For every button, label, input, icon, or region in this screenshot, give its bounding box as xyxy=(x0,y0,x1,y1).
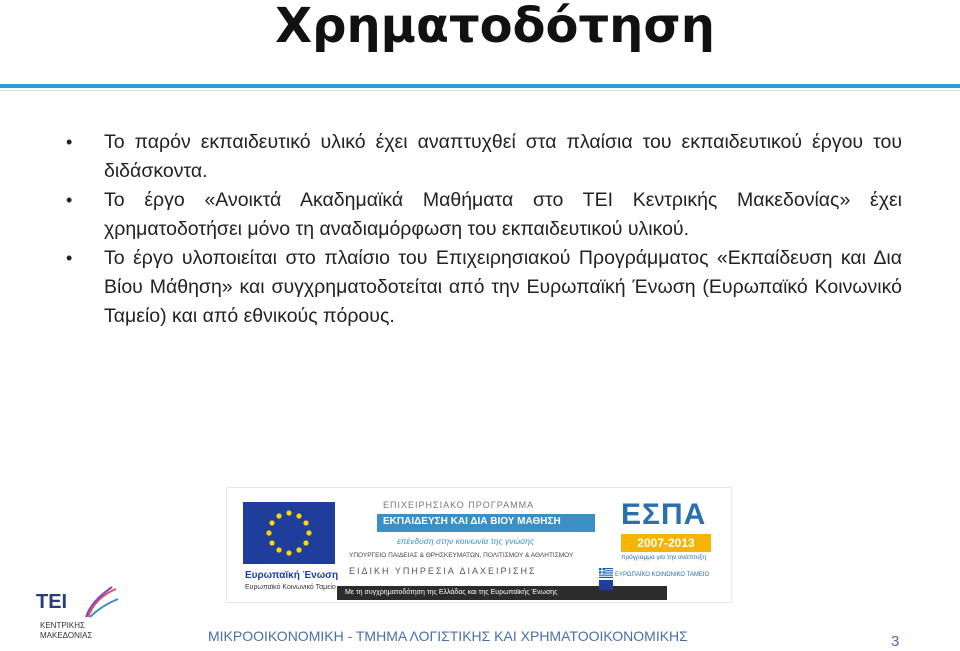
espa-fund: ΕΥΡΩΠΑΪΚΟ ΚΟΙΝΩΝΙΚΟ ΤΑΜΕΙΟ xyxy=(615,572,710,578)
title-divider xyxy=(0,84,960,88)
cofunding-bar: Με τη συγχρηματοδότηση της Ελλάδας και της Ευρωπαϊκής Ένωσης xyxy=(337,586,667,600)
bullet-text: Το έργο «Ανοικτά Ακαδημαϊκά Μαθήματα στο ΤΕΙ Κεντρικής Μακεδονίας» έχει χρηματοδοτήσει μόνο τη αναδιαμόρφωση του εκπαιδευτικού υλικού. xyxy=(104,189,902,240)
program-label: ΕΠΙΧΕΙΡΗΣΙΑΚΟ ΠΡΟΓΡΑΜΜΑ xyxy=(383,500,535,510)
eu-name: Ευρωπαϊκή Ένωση xyxy=(245,570,339,581)
bullet-icon: • xyxy=(66,132,73,152)
espa-logo: ΕΣΠΑ xyxy=(621,498,707,531)
tei-line2: ΜΑΚΕΔΟΝΙΑΣ xyxy=(40,631,93,640)
tei-mark: ΤΕΙ xyxy=(36,591,68,613)
eu-subtitle: Ευρωπαϊκό Κοινωνικό Ταμείο xyxy=(245,584,336,591)
eu-flag-icon xyxy=(243,502,335,564)
bullet-list xyxy=(66,128,902,331)
title-divider-thin xyxy=(0,90,960,91)
footer-text: ΜΙΚΡΟΟΙΚΟΝΟΜΙΚΗ - ΤΜΗΜΑ ΛΟΓΙΣΤΙΚΗΣ ΚΑΙ ΧΡΗΜΑΤΟΟΙΚΟΝΟΜΙΚΗΣ xyxy=(208,628,688,644)
ministry-text: ΥΠΟΥΡΓΕΙΟ ΠΑΙΔΕΙΑΣ & ΘΡΗΣΚΕΥΜΑΤΩΝ, ΠΟΛΙΤΙΣΜΟΥ & ΑΘΛΗΤΙΣΜΟΥ xyxy=(349,552,574,559)
tei-logo xyxy=(28,583,120,647)
bullet-text: Το έργο υλοποιείται στο πλαίσιο του Επιχειρησιακού Προγράμματος «Εκπαίδευση και Δια Βίου Μάθηση» και συγχρηματοδοτείται από την Ευρωπαϊκή Ένωση (Ευρωπαϊκό Κοινωνικό Ταμείο) και από εθνικούς πόρους. xyxy=(104,247,902,327)
bullet-text: Το παρόν εκπαιδευτικό υλικό έχει αναπτυχθεί στα πλαίσια του εκπαιδευτικού έργου του διδάσκοντα. xyxy=(104,131,902,182)
bullet-item xyxy=(66,186,902,244)
service-text: ΕΙΔΙΚΗ ΥΠΗΡΕΣΙΑ ΔΙΑΧΕΙΡΙΣΗΣ xyxy=(349,566,537,576)
program-tagline: επένδυση στην κοινωνία της γνώσης xyxy=(397,536,535,546)
page-number: 3 xyxy=(891,633,900,650)
tei-line1: ΚΕΝΤΡΙΚΗΣ xyxy=(40,621,85,630)
funding-banner xyxy=(226,487,732,603)
program-title: ΕΚΠΑΙΔΕΥΣΗ ΚΑΙ ΔΙΑ ΒΙΟΥ ΜΑΘΗΣΗ xyxy=(377,514,595,532)
espa-tagline: πρόγραμμα για την ανάπτυξη xyxy=(621,554,706,561)
greek-flag-icon xyxy=(599,568,613,578)
bullet-icon: • xyxy=(66,248,73,268)
bullet-item xyxy=(66,128,902,186)
bullet-icon: • xyxy=(66,190,73,210)
espa-years: 2007-2013 xyxy=(621,534,711,552)
slide-title: Χρηματοδότηση xyxy=(275,0,715,54)
eu-mini-flag-icon xyxy=(599,580,613,590)
bullet-item xyxy=(66,244,902,331)
